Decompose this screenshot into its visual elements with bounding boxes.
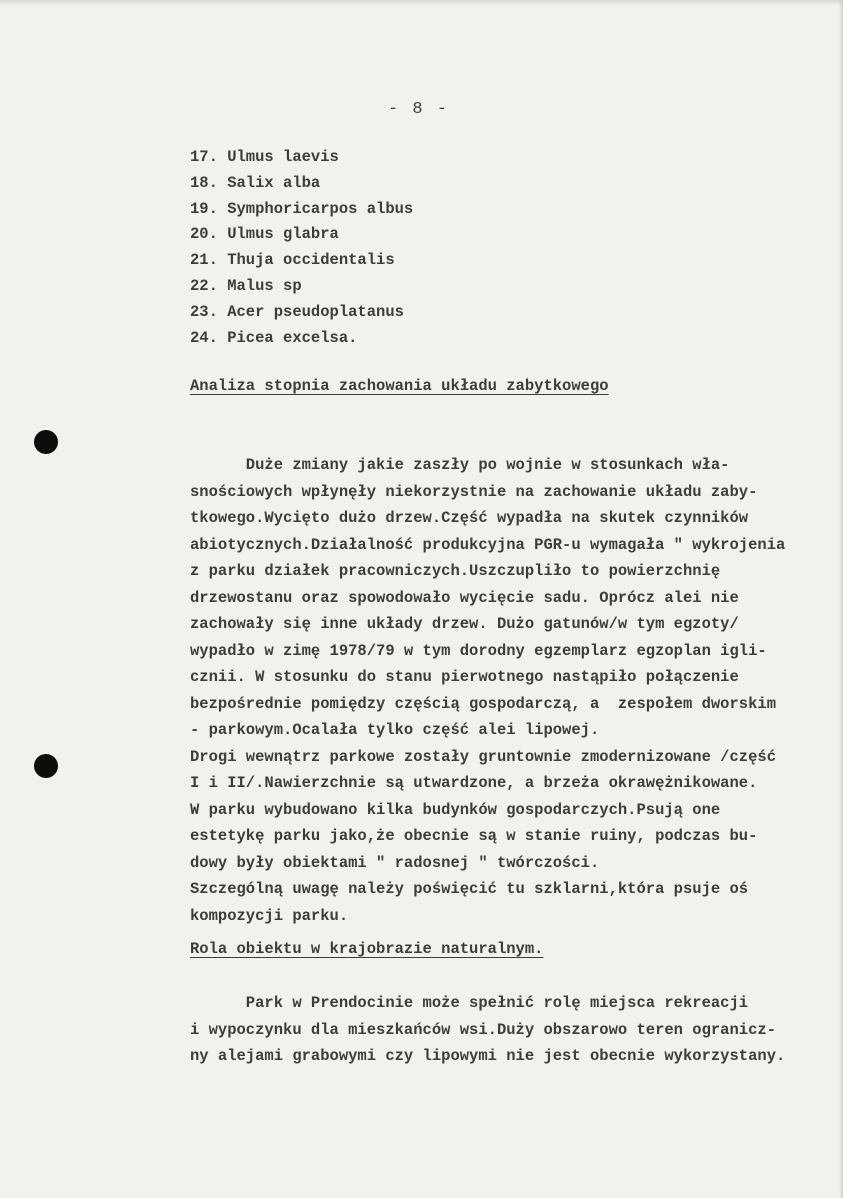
paragraph-analysis (190, 452, 785, 929)
text-line: - parkowym.Ocalała tylko część alei lipowej. (190, 721, 600, 739)
text-line: zachowały się inne układy drzew. Dużo gatunów/w tym egzoty/ (190, 615, 739, 633)
text-line: snościowych wpłynęły niekorzystnie na zachowanie układu zaby- (190, 482, 758, 501)
text-line: estetykę parku jako,że obecnie są w stanie ruiny, podczas bu- (190, 827, 758, 845)
paper-right-edge (839, 0, 843, 1198)
section-heading-landscape: Rola obiektu w krajobrazie naturalnym. (190, 940, 544, 958)
list-item: 20. Ulmus glabra (190, 225, 339, 244)
text-line: i wypoczynku dla mieszkańców wsi.Duży obszarowo teren ogranicz- (190, 1020, 776, 1039)
text-line: Duże zmiany jakie zaszły po wojnie w stosunkach wła- (190, 456, 730, 474)
species-list (190, 145, 413, 351)
paragraph-landscape (190, 990, 785, 1070)
text-line: Park w Prendocinie może spełnić rolę miejsca rekreacji (190, 994, 749, 1012)
text-line: kompozycji parku. (190, 906, 349, 925)
text-line: W parku wybudowano kilka budynków gospodarczych.Psują one (190, 800, 721, 819)
text-line: z parku działek pracowniczych.Uszczupliło to powierzchnię (190, 562, 721, 580)
text-line: ny alejami grabowymi czy lipowymi nie jest obecnie wykorzystany. (190, 1047, 786, 1065)
text-line: Szczególną uwagę należy poświęcić tu szklarni,która psuje oś (190, 880, 749, 898)
text-line: drzewostanu oraz spowodowało wycięcie sadu. Oprócz alei nie (190, 588, 739, 607)
list-item: 24. Picea excelsa. (190, 328, 358, 347)
text-line: abiotycznych.Działalność produkcyjna PGR-u wymagała " wykrojenia (190, 535, 786, 554)
list-item: 21. Thuja occidentalis (190, 251, 395, 270)
text-line: bezpośrednie pomiędzy częścią gospodarczą, a zespołem dworskim (190, 694, 776, 713)
punch-hole-bottom (34, 754, 58, 778)
paper-top-edge (0, 0, 843, 6)
text-line: wypadło w zimę 1978/79 w tym dorodny egzemplarz egzoplan igli- (190, 641, 767, 660)
list-item: 19. Symphoricarpos albus (190, 199, 414, 218)
section-heading-analysis: Analiza stopnia zachowania układu zabytkowego (190, 377, 609, 395)
list-item: 22. Malus sp (190, 276, 302, 295)
punch-hole-top (34, 430, 58, 454)
list-item: 18. Salix alba (190, 173, 321, 192)
text-line: tkowego.Wycięto dużo drzew.Część wypadła na skutek czynników (190, 509, 749, 527)
list-item: 23. Acer pseudoplatanus (190, 302, 404, 321)
list-item: 17. Ulmus laevis (190, 148, 339, 166)
text-line: I i II/.Nawierzchnie są utwardzone, a brzeża okrawężnikowane. (190, 774, 758, 792)
page-number: - 8 - (388, 100, 450, 119)
text-line: Drogi wewnątrz parkowe zostały gruntownie zmodernizowane /część (190, 747, 776, 766)
text-line: cznii. W stosunku do stanu pierwotnego nastąpiło połączenie (190, 668, 739, 686)
text-line: dowy były obiektami " radosnej " twórczości. (190, 853, 600, 872)
